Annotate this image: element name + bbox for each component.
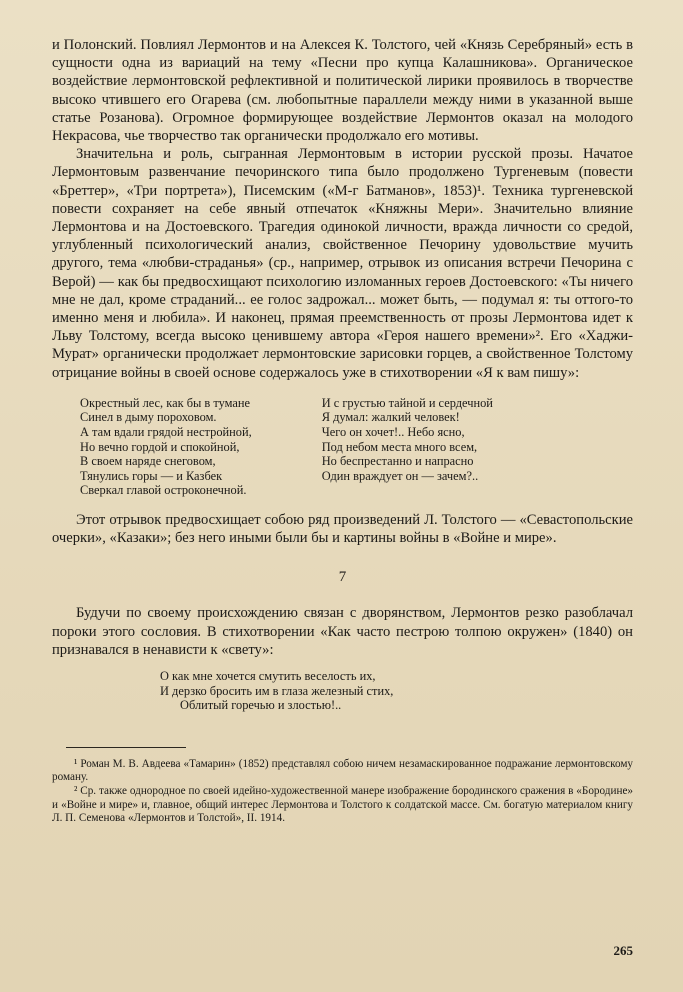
verse-line: Тянулись горы — и Казбек	[80, 468, 223, 483]
verse-line: Я думал: жалкий человек!	[321, 410, 460, 425]
verse-line: И с грустью тайной и сердечной	[321, 395, 493, 410]
body-paragraph-3: Этот отрывок предвосхищает собою ряд произведений Л. Толстого — «Севастопольские очерки», «Казаки»; без него иными были бы и картины войны в «Войне и мире».	[52, 512, 633, 547]
body-paragraph-1: и Полонский. Повлиял Лермонтов и на Алексея К. Толстого, чей «Князь Серебряный» есть в сущности одна из вариаций на тему «Песни про купца Калашникова». Органическое воздействие лермонтовской рефлективной и политической лирики проявилось в творчестве высоко чтившего его Огарева (см. любопытные параллели между ними в указанной выше статье Розанова). Огромное формирующее воздействие Лермонтов оказал на молодого Некрасова, чье творчество так органически продолжало его мотивы.	[52, 37, 633, 145]
verse-quote	[80, 396, 633, 498]
verse-line: Один враждует он — зачем?..	[321, 468, 479, 483]
footnote-2: ² Ср. также однородное по своей идейно-художественной манере изображение бородинского сражения в «Бородине» и «Войне и мире» и, главное, общий интерес Лермонтова и Толстого к солдатской массе. См. богатую материалом книгу Л. П. Семенова «Лермонтов и Толстой», II. 1914.	[52, 785, 633, 825]
verse-line: Но вечно гордой и спокойной,	[80, 439, 240, 454]
verse-line: Окрестный лес, как бы в тумане	[80, 395, 251, 410]
footnote-1: ¹ Роман М. В. Авдеева «Тамарин» (1852) представлял собою ничем незамаскированное подражание лермонтовскому роману.	[52, 757, 633, 784]
verse-left-column	[80, 396, 252, 498]
verse-line: Под небом места много всем,	[321, 439, 478, 454]
verse-line: О как мне хочется смутить веселость их,	[160, 669, 376, 684]
footnote-divider	[66, 747, 186, 748]
verse-right-column	[322, 396, 493, 498]
verse-line: Синел в дыму пороховом.	[80, 410, 217, 425]
verse-line: Чего он хочет!.. Небо ясно,	[321, 425, 465, 440]
body-paragraph-4: Будучи по своему происхождению связан с дворянством, Лермонтов резко разоблачал пороки этого сословия. В стихотворении «Как часто пестрою толпою окружен» (1840) он признавался в ненависти к «свету»:	[52, 605, 633, 658]
verse-line: Но беспрестанно и напрасно	[321, 454, 474, 469]
verse-line: Сверкал главой остроконечной.	[80, 483, 247, 498]
footnotes	[52, 758, 633, 826]
body-paragraph-2: Значительна и роль, сыгранная Лермонтовым в истории русской прозы. Начатое Лермонтовым развенчание печоринского типа было продолжено Тургеневым (повести «Бреттер», «Три портрета»), Писемским («М-г Батманов», 1853)¹. Техника тургеневской повести сохраняет на себе явный отпечаток «Княжны Мери». Значительно влияние Лермонтова и на Достоевского. Трагедия одинокой личности, вражда личности со средой, углубленный психологический анализ, свойственное Печорину удовольствие мучить другого, тема «любви-страданья» (ср., например, отрывок из описания встречи Печорина с Верой) — как бы предвосхищают психологию изломанных героев Достоевского: «Ты ничего мне не дал, кроме страданий... ее голос задрожал... может быть, — подумал я: ты оттого-то именно меня и любила». И наконец, прямая преемственность от прозы Лермонтова идет к Льву Толстому, всегда высоко ценившему автора «Героя нашего времени»². Его «Хаджи-Мурат» органически продолжает лермонтовские зарисовки горцев, а свойственное Толстому отрицание войны в своей основе содержалось уже в стихотворении «Я к вам пишу»:	[52, 146, 633, 381]
verse-line: Облитый горечью и злостью!..	[180, 698, 342, 713]
verse-line: И дерзко бросить им в глаза железный стих,	[160, 683, 394, 698]
section-number: 7	[338, 569, 347, 586]
verse-line: В своем наряде снеговом,	[80, 454, 216, 469]
page-number: 265	[613, 943, 633, 958]
verse-line: А там вдали грядой нестройной,	[80, 425, 252, 440]
verse-epigraph	[160, 669, 633, 713]
